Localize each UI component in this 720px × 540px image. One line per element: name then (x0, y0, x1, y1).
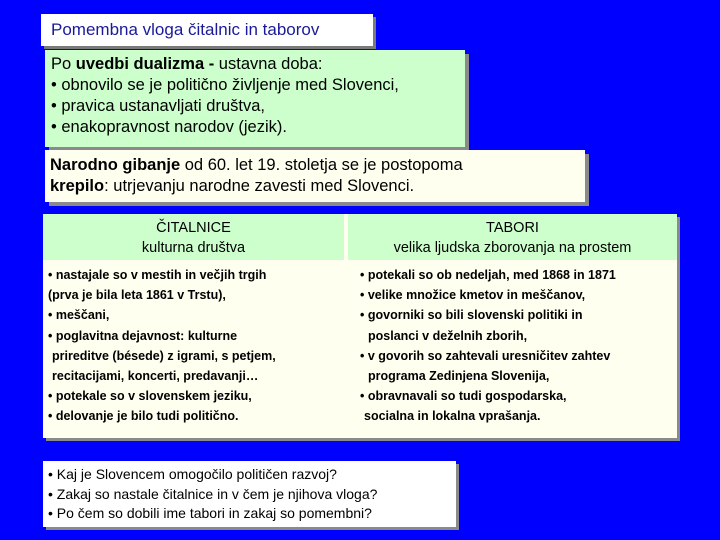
dualism-bullet: • obnovilo se je politično življenje med Slovenci, (51, 76, 399, 94)
citalnice-subheading: kulturna društva (141, 240, 246, 256)
citalnice-heading: ČITALNICE (156, 220, 231, 236)
tabori-line: • potekali so ob nedeljah, med 1868 in 1871 (360, 268, 616, 282)
national-movement-box (45, 150, 585, 202)
tabori-line: programa Zedinjena Slovenija, (368, 369, 550, 384)
dualism-bold: uvedbi dualizma - (75, 55, 215, 73)
tabori-header (348, 214, 677, 260)
tabori-column (348, 214, 677, 438)
question-item: • Kaj je Slovencem omogočilo političen razvoj? (48, 466, 337, 482)
citalnice-line: • delovanje je bilo tudi politično. (48, 409, 239, 424)
questions-box (43, 461, 456, 527)
movement-bold-2: krepilo (50, 177, 105, 195)
tabori-line: socialna in lokalna vprašanja. (364, 409, 541, 424)
movement-text-1: od 60. let 19. stoletja se je postopoma (180, 156, 463, 174)
dualism-bullet: • enakopravnost narodov (jezik). (51, 118, 287, 136)
comparison-table (43, 214, 677, 438)
citalnice-line: prireditve (bésede) z igrami, s petjem, (52, 348, 276, 363)
tabori-line: • velike množice kmetov in meščanov, (360, 288, 586, 303)
question-item: • Po čem so dobili ime tabori in zakaj so pomembni? (48, 505, 372, 521)
tabori-line: • govorniki so bili slovenski politiki in (360, 308, 583, 323)
citalnice-line: (prva je bila leta 1861 v Trstu), (48, 288, 226, 303)
citalnice-line: • meščani, (48, 308, 110, 323)
slide-title (41, 14, 373, 46)
question-item: • Zakaj so nastale čitalnice in v čem je njihova vloga? (48, 485, 378, 502)
citalnice-line: • potekale so v slovenskem jeziku, (48, 389, 252, 404)
tabori-line: • v govorih so zahtevali uresničitev zahtev (360, 348, 611, 363)
citalnice-column (43, 214, 348, 438)
dualism-heading (51, 54, 465, 75)
dualism-bullet: • pravica ustanavljati društva, (51, 97, 265, 115)
citalnice-line: • nastajale so v mestih in večjih trgih (48, 268, 267, 282)
dualism-suffix: ustavna doba: (214, 55, 323, 73)
dualism-prefix: Po (51, 55, 76, 73)
citalnice-line: recitacijami, koncerti, predavanji… (52, 369, 259, 384)
tabori-body (348, 260, 677, 438)
movement-line-1 (50, 155, 585, 176)
slide-title-text: Pomembna vloga čitalnic in taborov (51, 20, 320, 39)
citalnice-line: • poglavitna dejavnost: kulturne (48, 328, 238, 343)
dualism-box (45, 50, 465, 147)
tabori-heading: TABORI (486, 220, 539, 236)
movement-line-2 (50, 176, 585, 197)
citalnice-header (43, 214, 348, 260)
citalnice-body (43, 260, 348, 438)
tabori-line: • obravnavali so tudi gospodarska, (360, 389, 567, 404)
movement-bold-1: Narodno gibanje (50, 156, 181, 174)
movement-text-2: : utrjevanju narodne zavesti med Slovenci. (104, 177, 415, 195)
tabori-subheading: velika ljudska zborovanja na prostem (393, 240, 632, 256)
tabori-line: poslanci v deželnih zborih, (368, 328, 528, 343)
